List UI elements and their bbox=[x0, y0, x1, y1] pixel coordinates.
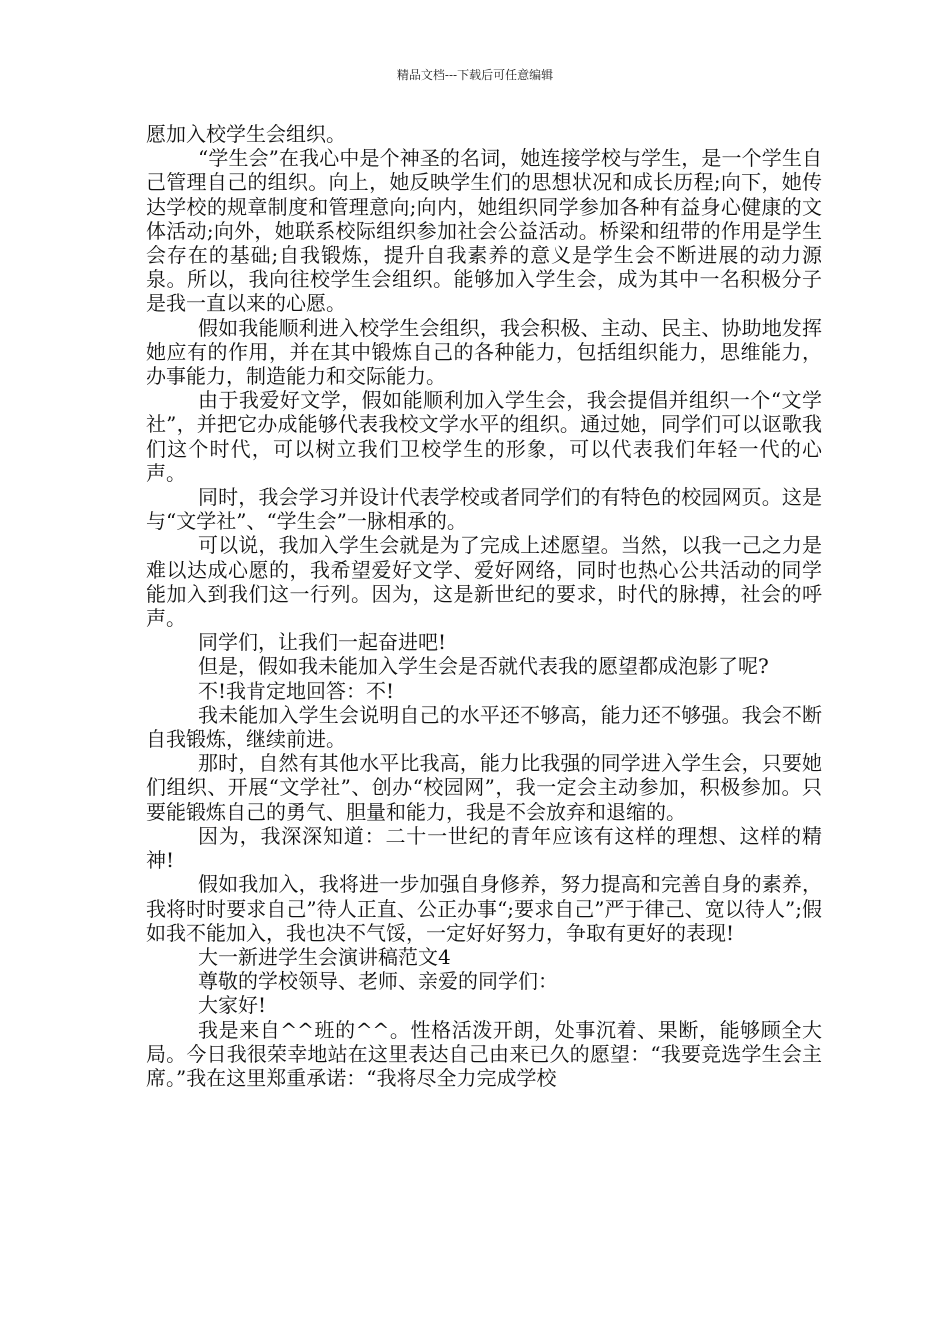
paragraph: 那时，自然有其他水平比我高，能力比我强的同学进入学生会，只要她们组织、开展“文学社”、创办“校园网”，我一定会主动参加，积极参加。只要能锻炼自己的勇气、胆量和能力，我是不会放弃和退缩的。 bbox=[146, 751, 822, 824]
paragraph: 我未能加入学生会说明自己的水平还不够高，能力还不够强。我会不断自我锻炼，继续前进。 bbox=[146, 702, 822, 752]
salutation: 尊敬的学校领导、老师、亲爱的同学们： bbox=[198, 969, 558, 994]
paragraph: 不!我肯定地回答：不! bbox=[198, 678, 395, 703]
paragraph-continuation: 愿加入校学生会组织。 bbox=[146, 122, 346, 146]
paragraph: 我是来自^^班的^^。性格活泼开朗，处事沉着、果断，能够顾全大局。今日我很荣幸地站在这里表达自己由来已久的愿望：“我要竞选学生会主席。”我在这里郑重承诺：“我将尽全力完成学校 bbox=[146, 1017, 822, 1090]
body-text bbox=[146, 122, 822, 1090]
paragraph: 同学们，让我们一起奋进吧! bbox=[198, 630, 447, 655]
paragraph: 假如我能顺利进入校学生会组织，我会积极、主动、民主、协助地发挥她应有的作用，并在其中锻炼自己的各种能力，包括组织能力，思维能力，办事能力，制造能力和交际能力。 bbox=[146, 315, 822, 389]
paragraph: 同时，我会学习并设计代表学校或者同学们的有特色的校园网页。这是与“文学社”、“学生会”一脉相承的。 bbox=[146, 485, 822, 534]
paragraph: 因为，我深深知道：二十一世纪的青年应该有这样的理想、这样的精神! bbox=[146, 823, 822, 873]
paragraph: 但是，假如我未能加入学生会是否就代表我的愿望都成泡影了呢? bbox=[198, 654, 769, 679]
paragraph: 假如我加入，我将进一步加强自身修养，努力提高和完善自身的素养，我将时时要求自己”待人正直、公正办事“;要求自己”严于律己、宽以待人”;假如我不能加入，我也决不气馁，一定好好努力，争取有更好的表现! bbox=[146, 872, 822, 945]
paragraph: 由于我爱好文学，假如能顺利加入学生会，我会提倡并组织一个“文学社”，并把它办成能够代表我校文学水平的组织。通过她，同学们可以讴歌我们这个时代，可以树立我们卫校学生的形象，可以代表我们年轻一代的心声。 bbox=[146, 388, 822, 485]
section-title: 大一新进学生会演讲稿范文4 bbox=[198, 944, 451, 969]
paragraph: 可以说，我加入学生会就是为了完成上述愿望。当然，以我一己之力是难以达成心愿的，我希望爱好文学、爱好网络，同时也热心公共活动的同学能加入到我们这一行列。因为，这是新世纪的要求，时代的脉搏，社会的呼声。 bbox=[146, 533, 822, 631]
header-note: 精品文档---下载后可任意编辑 bbox=[396, 68, 554, 82]
greeting: 大家好! bbox=[198, 993, 267, 1018]
paragraph: “学生会”在我心中是个神圣的名词，她连接学校与学生，是一个学生自己管理自己的组织。向上，她反映学生们的思想状况和成长历程;向下，她传达学校的规章制度和管理意向;向内，她组织同学参加各种有益身心健康的文体活动;向外，她联系校际组织参加社会公益活动。桥梁和纽带的作用是学生会存在的基础;自我锻炼，提升自我素养的意义是学生会不断进展的动力源泉。所以，我向往校学生会组织。能够加入学生会，成为其中一名积极分子是我一直以来的心愿。 bbox=[146, 146, 822, 316]
